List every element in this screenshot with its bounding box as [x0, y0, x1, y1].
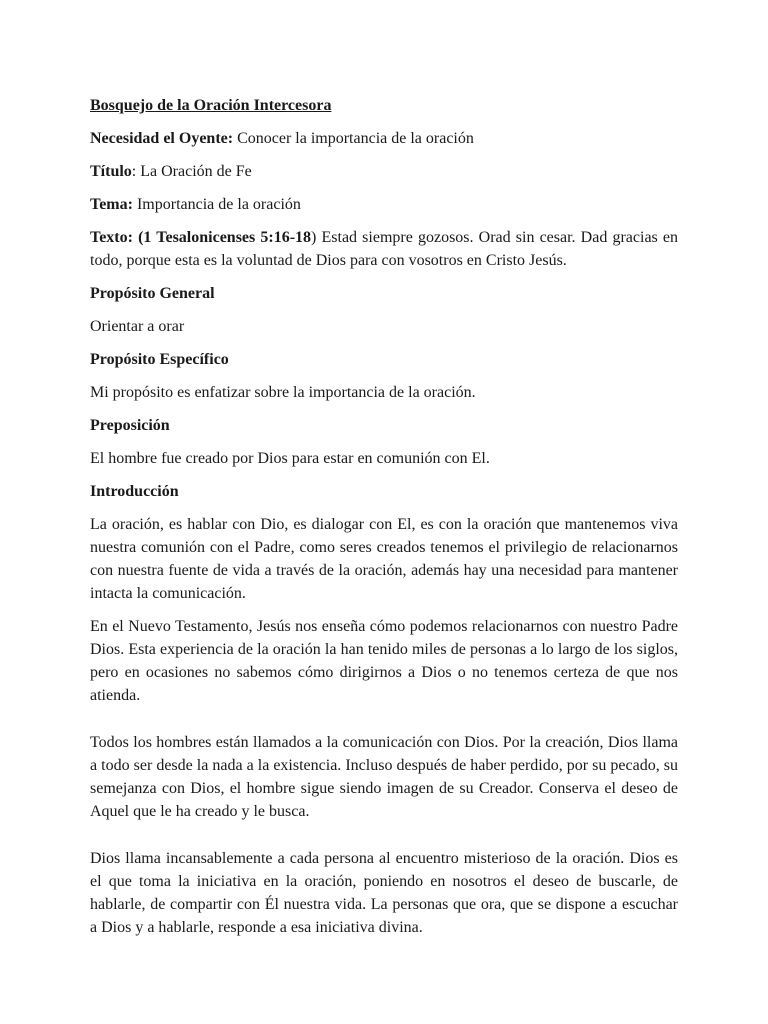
- proposito-general-heading-text: Propósito General: [90, 285, 215, 302]
- proposito-general-heading: [90, 282, 678, 305]
- paragraph-spacer: [90, 717, 678, 731]
- texto-reference: (1 Tesalonicenses 5:16-18: [132, 229, 312, 246]
- necesidad-line: [90, 127, 678, 150]
- proposito-general-text: Orientar a orar: [90, 318, 185, 335]
- paragraph-spacer: [90, 833, 678, 847]
- introduccion-paragraph-2: En el Nuevo Testamento, Jesús nos enseña cómo podemos relacionarnos con nuestro Padre Dios. Esta experiencia de la oración la han tenido miles de personas a lo largo de los siglos, pero en ocasiones no sabemos cómo dirigirnos a Dios o no tenemos certeza de que nos atienda.: [90, 618, 678, 704]
- introduccion-paragraph-4: Dios llama incansablemente a cada persona al encuentro misterioso de la oración. Dios es el que toma la iniciativa en la oración, poniendo en nosotros el deseo de buscarle, de hablarle, de compartir con Él nuestra vida. La personas que ora, que se dispone a escuchar a Dios y a hablarle, responde a esa iniciativa divina.: [90, 850, 678, 936]
- titulo-line: [90, 160, 678, 183]
- texto-body: ) Estad siempre gozosos. Orad sin cesar. Dad gracias en todo, porque esta es la voluntad de Dios para con vosotros en Cristo Jesús.: [90, 229, 679, 269]
- introduccion-paragraph-1: La oración, es hablar con Dio, es dialogar con El, es con la oración que mantenemos viva nuestra comunión con el Padre, como seres creados tenemos el privilegio de relacionarnos con nuestra fuente de vida a través de la oración, además hay una necesidad para mantener intacta la comunicación.: [90, 516, 678, 602]
- titulo-value: : La Oración de Fe: [131, 163, 252, 180]
- tema-value: Importancia de la oración: [132, 196, 301, 213]
- tema-line: [90, 193, 678, 216]
- introduccion-heading: [90, 480, 678, 503]
- tema-label: Tema:: [90, 196, 133, 213]
- document-title: [90, 94, 678, 117]
- proposito-especifico-text: Mi propósito es enfatizar sobre la importancia de la oración.: [90, 384, 476, 401]
- necesidad-value: Conocer la importancia de la oración: [233, 130, 474, 147]
- preposicion-text: El hombre fue creado por Dios para estar en comunión con El.: [90, 450, 490, 467]
- title-text: Bosquejo de la Oración Intercesora: [90, 97, 332, 114]
- titulo-label: Título: [90, 163, 132, 180]
- document-body: [90, 94, 678, 949]
- proposito-especifico-heading-text: Propósito Específico: [90, 351, 229, 368]
- preposicion-heading-text: Preposición: [90, 417, 170, 434]
- preposicion-heading: [90, 414, 678, 437]
- introduccion-paragraph-3: Todos los hombres están llamados a la comunicación con Dios. Por la creación, Dios llama a todo ser desde la nada a la existencia. Incluso después de haber perdido, por su pecado, su semejanza con Dios, el hombre sigue siendo imagen de su Creador. Conserva el deseo de Aquel que le ha creado y le busca.: [90, 734, 678, 820]
- necesidad-label: Necesidad el Oyente:: [90, 130, 234, 147]
- proposito-especifico-heading: [90, 348, 678, 371]
- introduccion-heading-text: Introducción: [90, 483, 179, 500]
- texto-label: Texto:: [90, 229, 133, 246]
- texto-paragraph: [90, 226, 678, 272]
